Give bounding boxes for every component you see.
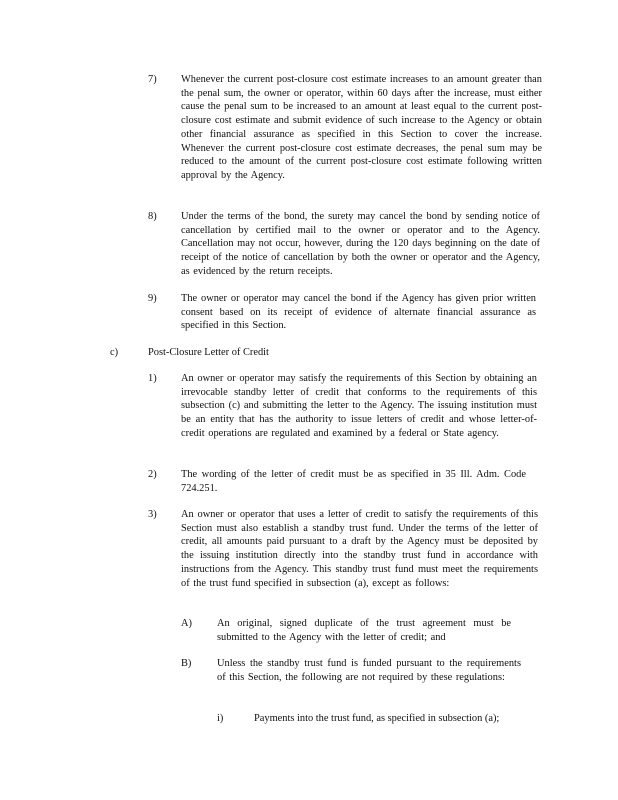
item-number: A) <box>181 618 192 629</box>
subparagraph-A <box>181 617 511 644</box>
item-number: 3) <box>148 509 157 520</box>
item-text: Whenever the current post-closure cost estimate increases to an amount greater than the penal sum, the owner or operator, within 60 days after the increase, must either cause the penal sum to be increased to an amount at least equal to the current post-closure cost estimate and submit evidence of such increase to the Agency or obtain other financial assurance as specified in this Section to cover the increase. Whenever the current post-closure cost estimate decreases, the penal sum may be reduced to the amount of the current post-closure cost estimate following written approval by the Agency. <box>181 74 542 181</box>
item-text: An owner or operator that uses a letter of credit to satisfy the requirements of this Section must also establish a standby trust fund. Under the terms of the letter of credit, all amounts paid pursuant to a draft by the Agency must be deposited by the issuing institution directly into the standby trust fund in accordance with instructions from the Agency. This standby trust fund must meet the requirements of the trust fund specified in subsection (a), except as follows: <box>181 509 538 589</box>
item-number: 2) <box>148 469 157 480</box>
item-text: Under the terms of the bond, the surety may cancel the bond by sending notice of cancellation by certified mail to the owner or operator and to the Agency. Cancellation may not occur, however, during the 120 days beginning on the date of receipt of the notice of cancellation by both the owner or operator and the Agency, as evidenced by the return receipts. <box>181 211 540 277</box>
item-number: 1) <box>148 373 157 384</box>
subparagraph-i <box>217 712 547 726</box>
paragraph-9 <box>148 292 536 333</box>
section-heading-c <box>110 346 410 360</box>
subparagraph-B <box>181 657 521 684</box>
item-text: Payments into the trust fund, as specified in subsection (a); <box>254 713 500 724</box>
section-title: Post-Closure Letter of Credit <box>148 347 269 358</box>
item-number: i) <box>217 713 224 724</box>
item-number: B) <box>181 658 192 669</box>
item-number: 8) <box>148 211 157 222</box>
section-letter: c) <box>110 347 119 358</box>
item-text: Unless the standby trust fund is funded pursuant to the requirements of this Section, the following are not required by these regulations: <box>217 658 521 683</box>
paragraph-c1 <box>148 372 537 441</box>
paragraph-7 <box>148 73 542 183</box>
paragraph-8 <box>148 210 540 279</box>
item-text: An original, signed duplicate of the trust agreement must be submitted to the Agency with the letter of credit; and <box>217 618 511 643</box>
item-number: 9) <box>148 293 157 304</box>
item-text: The owner or operator may cancel the bond if the Agency has given prior written consent based on its receipt of evidence of alternate financial assurance as specified in this Section. <box>181 293 536 332</box>
paragraph-c3 <box>148 508 538 590</box>
paragraph-c2 <box>148 468 526 495</box>
item-text: The wording of the letter of credit must be as specified in 35 Ill. Adm. Code 724.251. <box>181 469 526 494</box>
item-number: 7) <box>148 74 157 85</box>
item-text: An owner or operator may satisfy the requirements of this Section by obtaining an irrevocable standby letter of credit that conforms to the requirements of this subsection (c) and submitting the letter to the Agency. The issuing institution must be an entity that has the authority to issue letters of credit and whose letter-of-credit operations are regulated and examined by a federal or State agency. <box>181 373 537 439</box>
